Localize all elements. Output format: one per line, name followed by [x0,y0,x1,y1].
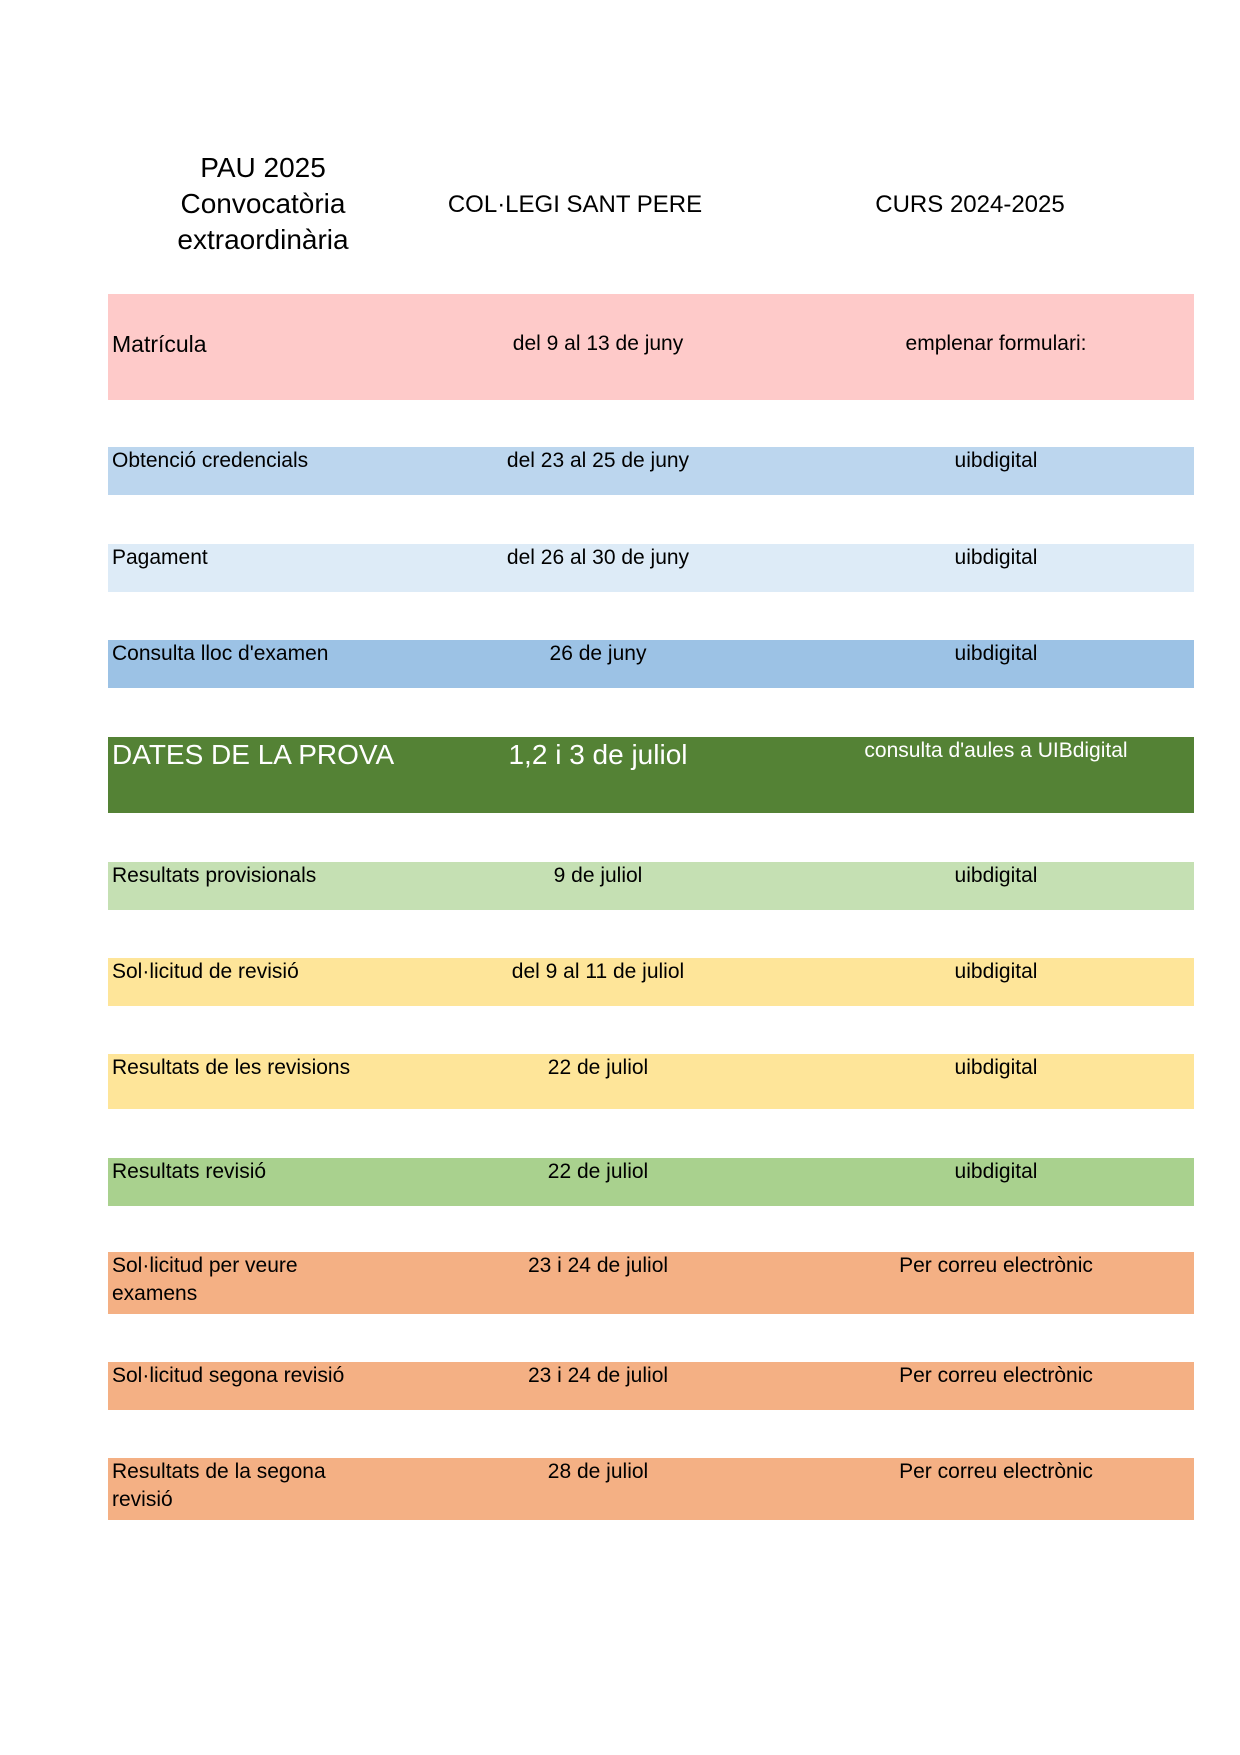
row-label: Matrícula [112,331,207,357]
row-label: Obtenció credencials [112,449,309,472]
row-consulta [108,640,1194,688]
row-label-line-1: Sol·licitud per veure [112,1254,298,1277]
row-label: Resultats revisió [112,1160,267,1183]
row-label [112,1252,412,1308]
row-dates-prova [108,737,1194,813]
row-credencials [108,447,1194,495]
row-date: 22 de juliol [547,1056,649,1079]
row-method: uibdigital [954,449,1038,472]
row-date: 1,2 i 3 de juliol [508,739,688,770]
row-label: Consulta lloc d'examen [112,642,329,665]
row-matricula [108,294,1194,400]
row-pagament [108,544,1194,592]
row-label: Pagament [112,546,208,569]
row-method: uibdigital [954,546,1038,569]
row-method: uibdigital [954,864,1038,887]
title-line-3: extraordinària [177,224,349,255]
row-resultats-segona-revisio [108,1458,1194,1520]
row-resultats-revisio [108,1158,1194,1206]
row-date: 9 de juliol [553,864,643,887]
row-label: Sol·licitud segona revisió [112,1364,345,1387]
row-method: Per correu electrònic [899,1254,1093,1277]
row-date: 26 de juny [549,642,647,665]
row-label: Resultats provisionals [112,864,317,887]
row-date: 23 i 24 de juliol [527,1364,669,1387]
row-label-line-1: Resultats de la segona [112,1460,326,1483]
page-title [109,150,417,258]
row-date: del 26 al 30 de juny [506,546,690,569]
row-method: uibdigital [954,642,1038,665]
row-resultats-provisionals [108,862,1194,910]
row-date: del 9 al 11 de juliol [511,960,685,983]
title-line-2: Convocatòria [180,188,346,219]
row-resultats-revisions [108,1054,1194,1109]
row-date: 22 de juliol [547,1160,649,1183]
row-label: Sol·licitud de revisió [112,960,299,983]
title-line-1: PAU 2025 [200,152,326,183]
row-method: emplenar formulari: [905,332,1087,355]
row-date: 23 i 24 de juliol [527,1254,669,1277]
row-method: uibdigital [954,1160,1038,1183]
row-label-line-2: revisió [112,1488,173,1511]
row-method: Per correu electrònic [899,1460,1093,1483]
row-sollicitud-revisio [108,958,1194,1006]
row-label-line-2: examens [112,1282,198,1305]
row-date: del 23 al 25 de juny [506,449,690,472]
school-name: COL·LEGI SANT PERE [447,191,703,218]
row-label: Resultats de les revisions [112,1056,351,1079]
row-sollicitud-segona-revisio [108,1362,1194,1410]
course-year: CURS 2024-2025 [875,191,1065,218]
row-method: consulta d'aules a UIBdigital [864,739,1128,762]
row-date: del 9 al 13 de juny [512,332,684,355]
row-method: Per correu electrònic [899,1364,1093,1387]
row-sollicitud-veure-examens [108,1252,1194,1314]
row-date: 28 de juliol [547,1460,649,1483]
row-label: DATES DE LA PROVA [112,739,395,770]
row-method: uibdigital [954,960,1038,983]
row-method: uibdigital [954,1056,1038,1079]
row-label [112,1458,412,1514]
